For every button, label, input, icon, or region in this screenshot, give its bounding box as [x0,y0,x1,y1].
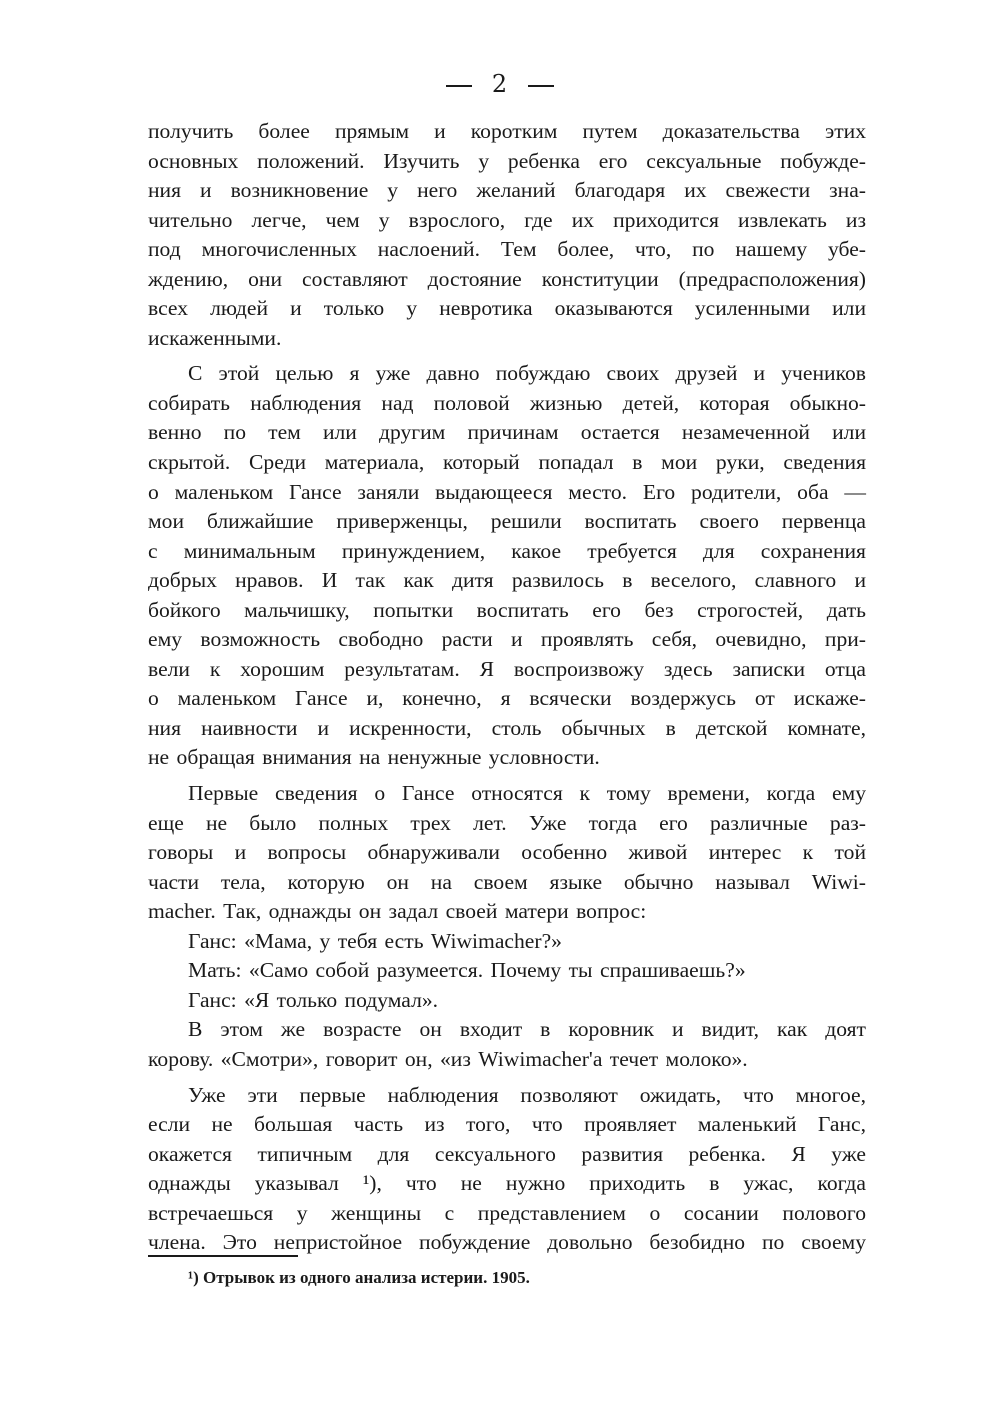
text-line: ему возможность свободно расти и проявлять себя, очевидно, при- [148,627,866,652]
paragraph [148,117,866,353]
text-line: добрых нравов. И так как дитя развилось в веселого, славного и [148,568,866,593]
text-line: встречаешься у женщины с представлением о сосании полового [148,1200,866,1225]
text-line: Первые сведения о Гансе относятся к тому времени, когда ему [188,781,866,806]
text-line: венно по тем или другим причинам остается незамеченной или [148,420,866,445]
text-line: всех людей и только у невротика оказываются усиленными или [148,296,866,321]
page-number-value: 2 [491,70,509,98]
text-line: однажды указывал ¹), что не нужно приходить в ужас, когда [148,1171,866,1196]
left-dash [446,85,472,87]
text-line: если не большая часть из того, что проявляет маленький Ганс, [148,1112,866,1137]
text-line: мои ближайшие приверженцы, решили воспитать своего первенца [148,509,866,534]
paragraph [148,359,866,773]
footnote-divider [148,1255,298,1257]
footnote: ¹) Отрывок из одного анализа истерии. 1905. [188,1268,530,1287]
text-line: скрытой. Среди материала, который попадал в мои руки, сведения [148,450,866,475]
text-line: ждению, они составляют достояние конституции (предрасположения) [148,266,866,291]
text-line: ния наивности и искренности, столь обычных в детской комнате, [148,715,866,740]
dialogue-line: Ганс: «Я только подумал». [188,987,439,1012]
text-line: искаженными. [148,325,282,350]
text-line: собирать наблюдения над половой жизнью детей, которая обыкно- [148,390,866,415]
dialogue-line: Ганс: «Мама, у тебя есть Wiwimacher?» [188,928,562,953]
paragraph [148,1015,866,1074]
text-line: В этом же возрасте он входит в коровник и видит, как доят [188,1017,866,1042]
body-text [148,117,866,1258]
text-line: основных положений. Изучить у ребенка его сексуальные побужде- [148,148,866,173]
text-line: говоры и вопросы обнаруживали особенно живой интерес к той [148,840,866,865]
text-line: корову. «Смотри», говорит он, «из Wiwimacher'а течет молоко». [148,1046,748,1071]
text-line: получить более прямым и коротким путем доказательства этих [148,119,866,143]
dialogue [148,927,866,1016]
text-line: о маленьком Гансе заняли выдающееся место. Его родители, оба — [148,479,866,504]
text-line: части тела, которую он на своем языке обычно называл Wiwi- [148,869,866,894]
text-line: с минимальным принуждением, какое требуется для сохранения [148,538,866,563]
page-number [0,70,1000,98]
text-line: чительно легче, чем у взрослого, где их приходится извлекать из [148,207,866,232]
paragraph [148,779,866,927]
dialogue-line: Мать: «Само собой разумеется. Почему ты спрашиваешь?» [188,958,746,983]
paragraph [148,1081,866,1258]
text-line: под многочисленных наслоений. Тем более, что, по нашему убе- [148,237,866,262]
right-dash [528,85,554,87]
text-line: еще не было полных трех лет. Уже тогда его различные раз- [148,810,866,835]
text-line: о маленьком Гансе и, конечно, я всячески воздержусь от искаже- [148,686,866,711]
text-line: С этой целью я уже давно побуждаю своих друзей и учеников [188,361,866,386]
text-line: окажется типичным для сексуального развития ребенка. Я уже [148,1141,866,1166]
text-line: macher. Так, однажды он задал своей матери вопрос: [148,899,647,924]
text-line: не обращая внимания на ненужные условности. [148,745,600,770]
text-line: бойкого мальчишку, попытки воспитать его без строгостей, дать [148,597,866,622]
text-line: Уже эти первые наблюдения позволяют ожидать, что многое, [188,1082,866,1107]
text-line: члена. Это непристойное побуждение довольно безобидно по своему [148,1230,866,1255]
text-line: ния и возникновение у него желаний благодаря их свежести зна- [148,178,866,203]
text-line: вели к хорошим результатам. Я воспроизвожу здесь записки отца [148,656,866,681]
